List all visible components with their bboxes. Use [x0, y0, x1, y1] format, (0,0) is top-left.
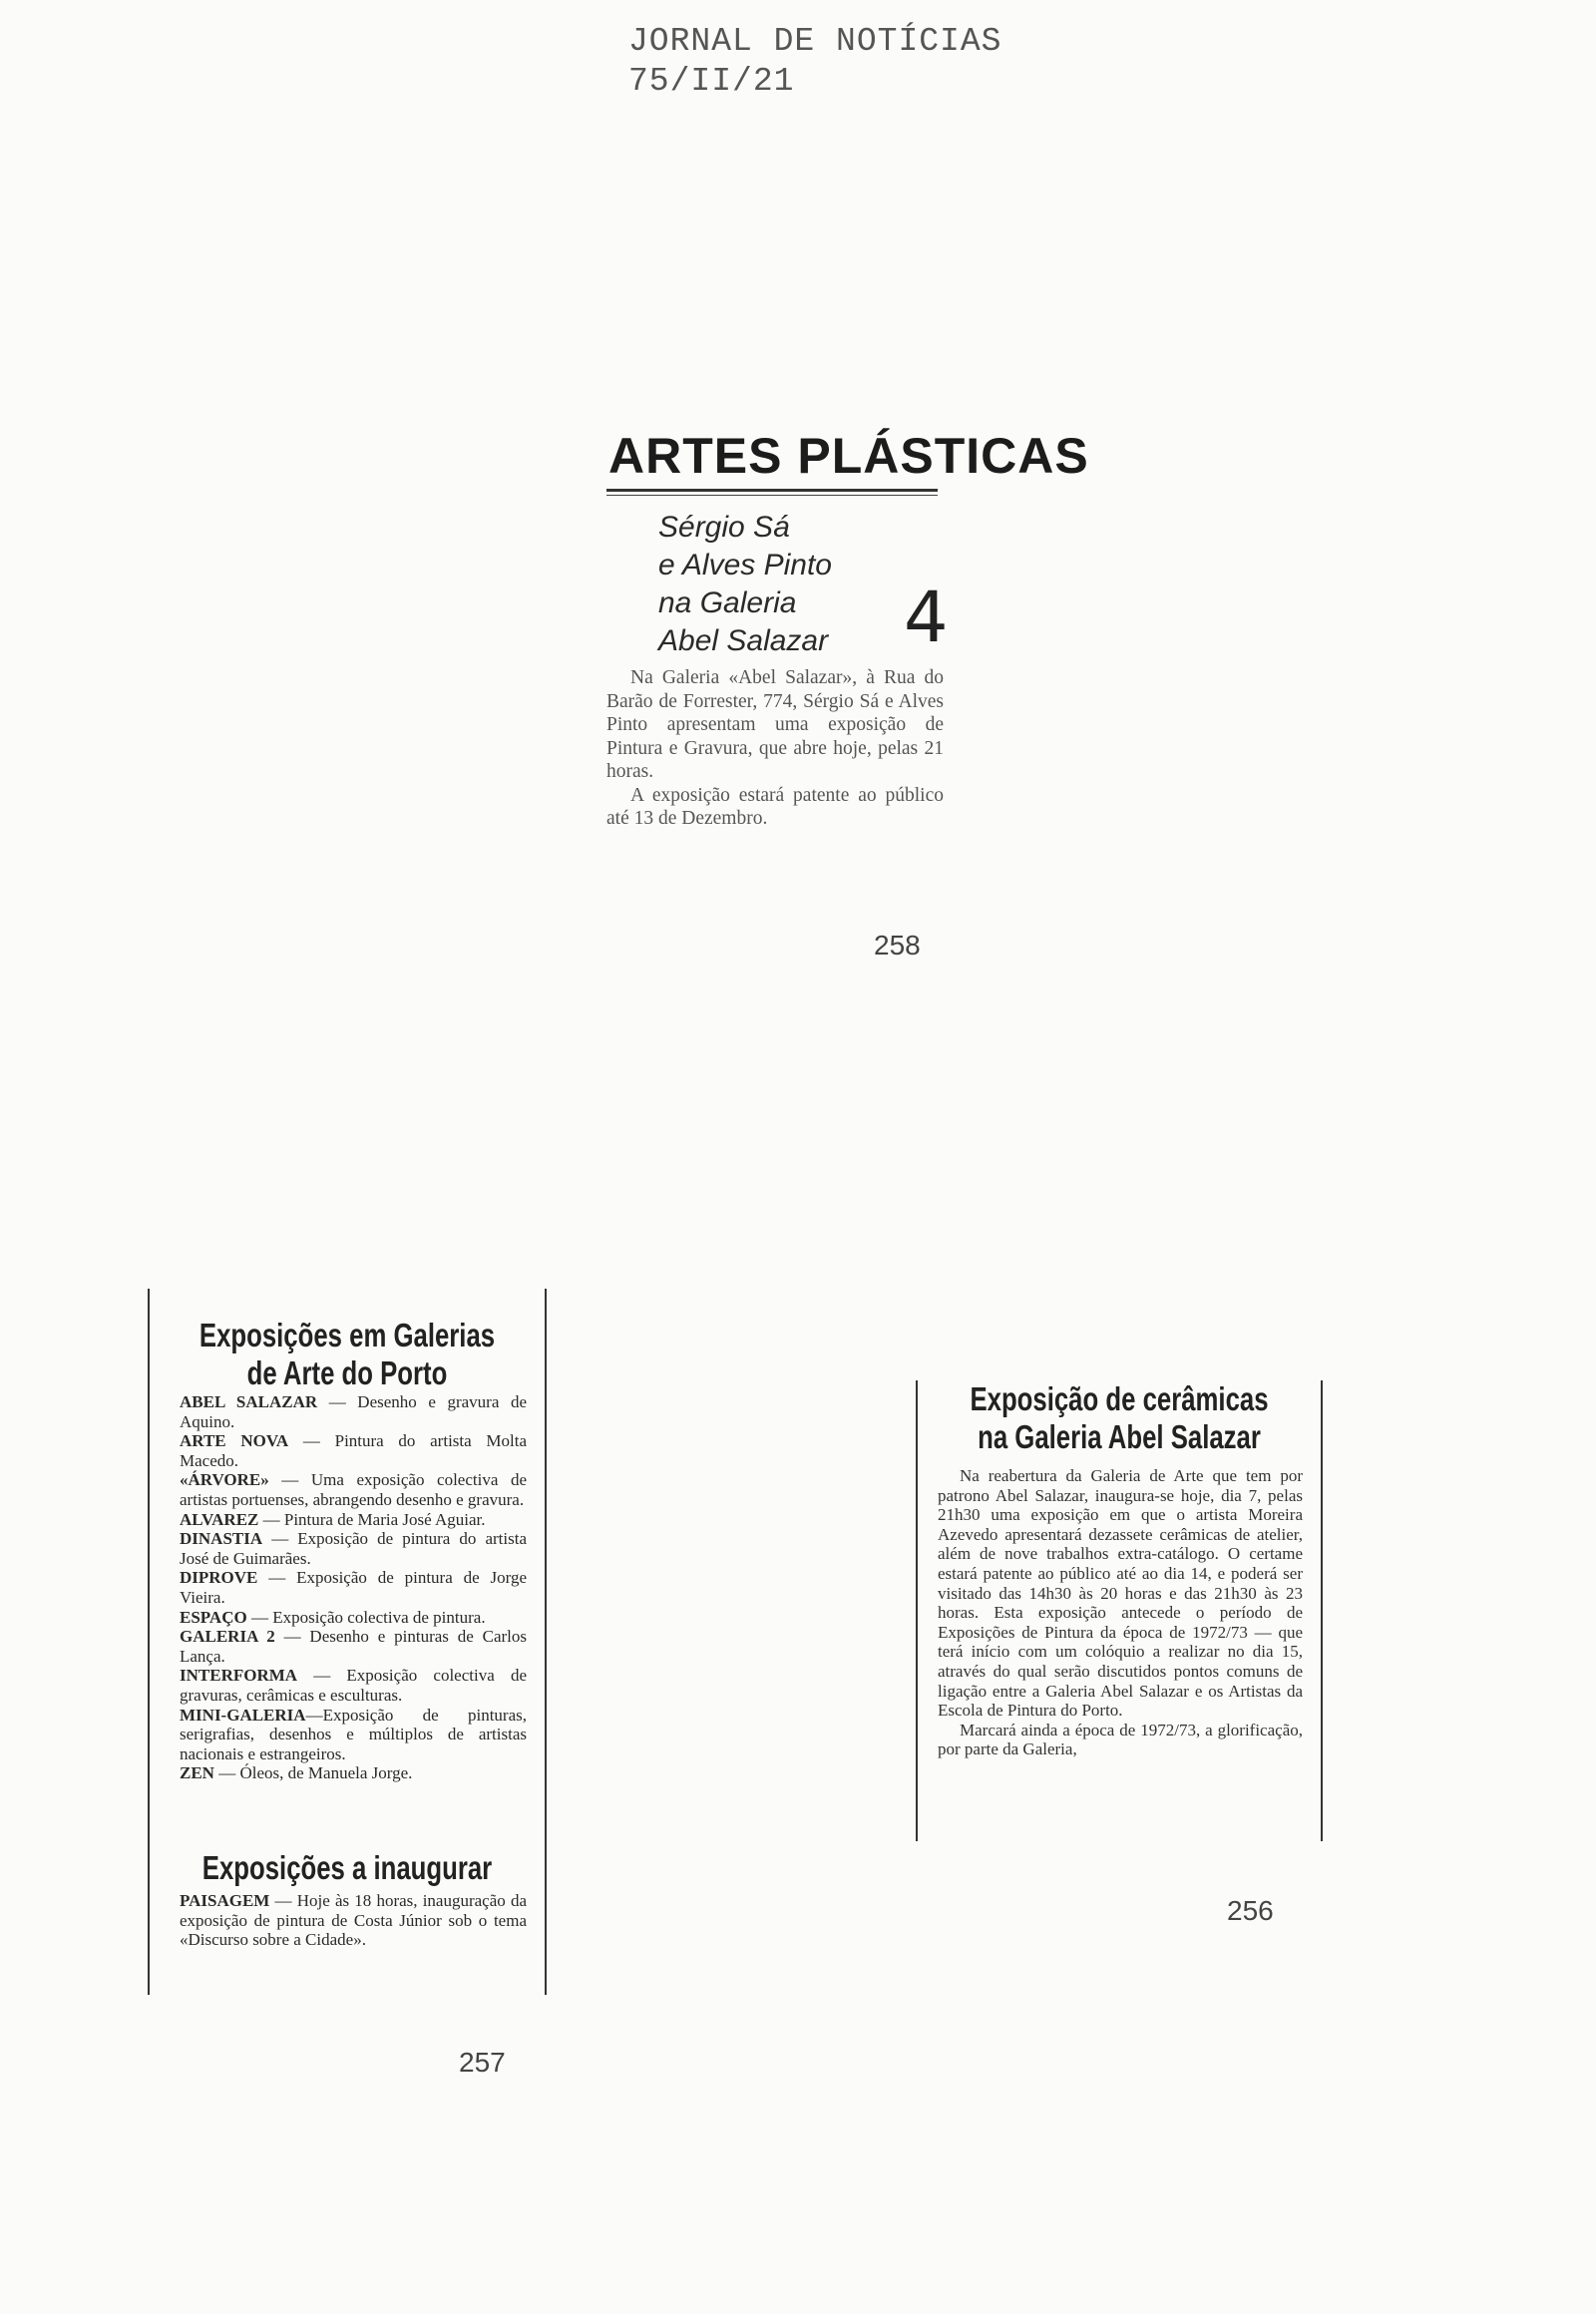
page-number: 257: [459, 2047, 506, 2078]
clipping-title-line2: na Galeria Abel Salazar: [978, 1418, 1261, 1455]
clipping-title-line1: Exposição de cerâmicas: [970, 1380, 1269, 1417]
list-item: ESPAÇO — Exposição colectiva de pintura.: [180, 1607, 486, 1627]
page-number: 258: [874, 930, 921, 961]
list-item: INTERFORMA — Exposição colectiva de gravuras, cerâmicas e esculturas.: [180, 1666, 527, 1705]
list-item: ARTE NOVA — Pintura do artista Molta Macedo.: [180, 1431, 527, 1470]
clipping-subtitle: [658, 509, 832, 660]
list-item: ABEL SALAZAR — Desenho e gravura de Aquino.: [180, 1392, 527, 1431]
clipping-ceramicas: [916, 1380, 1323, 1841]
subtitle-line: Sérgio Sá: [658, 511, 790, 544]
gallery-list: [180, 1392, 527, 1783]
clipping-galerias-porto: [148, 1289, 547, 1995]
body-paragraph: Marcará ainda a época de 1972/73, a glorificação, por parte da Galeria,: [938, 1720, 1303, 1759]
page-number: 256: [1227, 1895, 1274, 1926]
subtitle-line: Abel Salazar: [658, 624, 829, 657]
section-subtitle: Exposições a inaugurar: [201, 1849, 493, 1886]
list-item: «ÁRVORE» — Uma exposição colectiva de artistas portuenses, abrangendo desenho e gravura.: [180, 1470, 527, 1509]
list-item: ALVAREZ — Pintura de Maria José Aguiar.: [180, 1509, 486, 1529]
list-item: GALERIA 2 — Desenho e pinturas de Carlos Lança.: [180, 1627, 527, 1666]
header-date: 75/II/21: [628, 63, 795, 100]
title-rule-thin: [606, 495, 938, 496]
body-paragraph: Na reabertura da Galeria de Arte que tem por patrono Abel Salazar, inaugura-se hoje, dia 7, pelas 21h30 uma exposição em que o artista Moreira Azevedo apresentará dezassete cerâmicas de atelier, além de nove trabalhos extra-catálogo. O certame estará patente ao público até ao dia 14, e poderá ser visitado das 14h30 às 20 horas e das 21h30 às 23 horas. Esta exposição antecede o período de Exposições de Pintura da época de 1972/73 — que terá início com um colóquio a realizar no dia 15, através do qual serão discutidos pontos comuns de ligação entre a Galeria Abel Salazar e os Artistas da Escola de Pintura do Porto.: [938, 1466, 1303, 1721]
subtitle-line: e Alves Pinto: [658, 549, 832, 581]
clipping-body: [606, 666, 944, 831]
clipping-title: Exposições em Galerias de Arte do Porto: [199, 1317, 496, 1391]
list-item: DINASTIA — Exposição de pintura do artista José de Guimarães.: [180, 1529, 527, 1568]
clipping-artes-plasticas: [597, 427, 1089, 886]
archive-header: [628, 22, 1001, 102]
list-item: DIPROVE — Exposição de pintura de Jorge Vieira.: [180, 1568, 527, 1607]
list-item: ZEN — Óleos, de Manuela Jorge.: [180, 1763, 413, 1783]
header-newspaper: JORNAL DE NOTÍCIAS: [628, 23, 1002, 60]
list-item: PAISAGEM — Hoje às 18 horas, inauguração da exposição de pintura de Costa Júnior sob o tema «Discurso sobre a Cidade».: [180, 1891, 527, 1950]
title-rule: [606, 489, 938, 492]
inaugurate-item: [180, 1891, 527, 1950]
clipping-body: [938, 1466, 1303, 1759]
clipping-title: ARTES PLÁSTICAS: [608, 428, 1089, 484]
body-paragraph: Na Galeria «Abel Salazar», à Rua do Barão de Forrester, 774, Sérgio Sá e Alves Pinto apresentam uma exposição de Pintura e Gravura, que abre hoje, pelas 21 horas.: [606, 667, 944, 782]
body-paragraph: A exposição estará patente ao público até 13 de Dezembro.: [606, 784, 944, 829]
subtitle-line: na Galeria: [658, 586, 797, 619]
list-item: MINI-GALERIA—Exposição de pinturas, serigrafias, desenhos e múltiplos de artistas nacionais e estrangeiros.: [180, 1705, 527, 1763]
handwritten-mark: 4: [904, 577, 949, 658]
